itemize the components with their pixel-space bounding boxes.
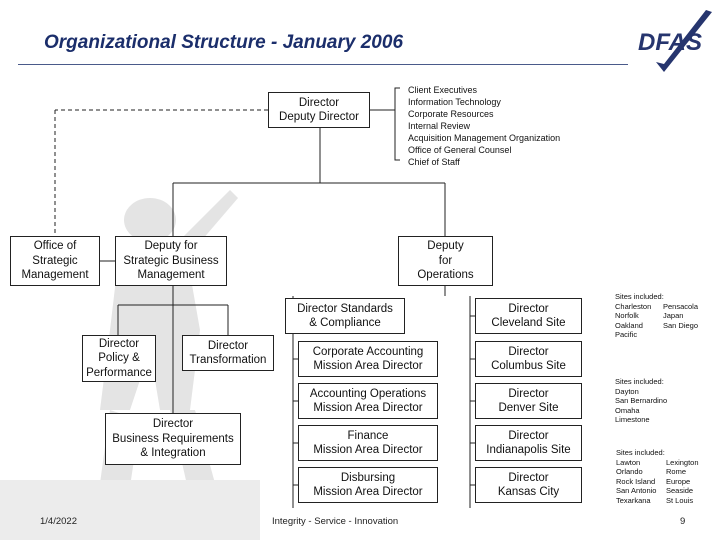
sites-heading: Sites included: — [615, 377, 664, 386]
sites-heading: Sites included: — [615, 292, 664, 301]
director-box: Director Deputy Director — [268, 92, 370, 128]
page-number: 9 — [680, 516, 686, 527]
corporate-accounting-box: Corporate Accounting Mission Area Director — [298, 341, 438, 377]
disbursing-box: Disbursing Mission Area Director — [298, 467, 438, 503]
kansas-city-site-box: Director Kansas City — [475, 467, 582, 503]
cleveland-site-box: Director Cleveland Site — [475, 298, 582, 334]
denver-sites-list — [615, 377, 667, 425]
footer-motto: Integrity - Service - Innovation — [272, 516, 399, 527]
site-name: Pacific — [615, 330, 638, 340]
site-name: St Louis — [666, 495, 694, 505]
indianapolis-site-box: Director Indianapolis Site — [475, 425, 582, 461]
director-transformation-box: Director Transformation — [182, 335, 274, 371]
site-name: Omaha — [615, 405, 640, 415]
denver-site-box: Director Denver Site — [475, 383, 582, 419]
site-name: Rock Island — [616, 476, 656, 486]
site-name: Dayton — [615, 386, 639, 396]
staff-offices-list: Client Executives Information Technology Corporate Resources Internal Review Acquisition Management Organization Office of General Counsel Chief of Staff — [408, 85, 561, 167]
director-business-requirements-box: Director Business Requirements & Integration — [105, 413, 241, 465]
site-name: Lawton — [616, 457, 641, 467]
office-strategic-management-box: Office of Strategic Management — [10, 236, 100, 286]
page-title: Organizational Structure - January 2006 — [44, 32, 404, 53]
columbus-site-box: Director Columbus Site — [475, 341, 582, 377]
site-name: Rome — [666, 467, 687, 477]
site-name: Texarkana — [616, 495, 651, 505]
svg-text:DFAS: DFAS — [638, 29, 703, 56]
site-name: San Bernardino — [615, 396, 668, 406]
site-name: San Antonio — [616, 486, 657, 496]
site-name: San Diego — [663, 320, 699, 330]
site-name: Norfolk — [615, 311, 639, 321]
cleveland-sites-list — [615, 292, 698, 340]
deputy-strategic-business-box: Deputy for Strategic Business Management — [115, 236, 227, 286]
footer-date: 1/4/2022 — [40, 516, 77, 527]
director-standards-box: Director Standards & Compliance — [285, 298, 405, 334]
site-name: Oakland — [615, 320, 643, 330]
site-name: Seaside — [666, 486, 694, 496]
sites-heading: Sites included: — [616, 448, 665, 457]
kansas-city-sites-list — [616, 448, 699, 506]
deputy-operations-box: Deputy for Operations — [398, 236, 493, 286]
finance-box: Finance Mission Area Director — [298, 425, 438, 461]
director-policy-performance-box: Director Policy & Performance — [82, 335, 156, 382]
accounting-operations-box: Accounting Operations Mission Area Director — [298, 383, 438, 419]
site-name: Europe — [666, 476, 691, 486]
site-name: Orlando — [616, 467, 643, 477]
site-name: Charleston — [615, 301, 652, 311]
site-name: Limestone — [615, 415, 650, 425]
site-name: Lexington — [666, 457, 699, 467]
site-name: Japan — [663, 311, 684, 321]
site-name: Pensacola — [663, 301, 699, 311]
